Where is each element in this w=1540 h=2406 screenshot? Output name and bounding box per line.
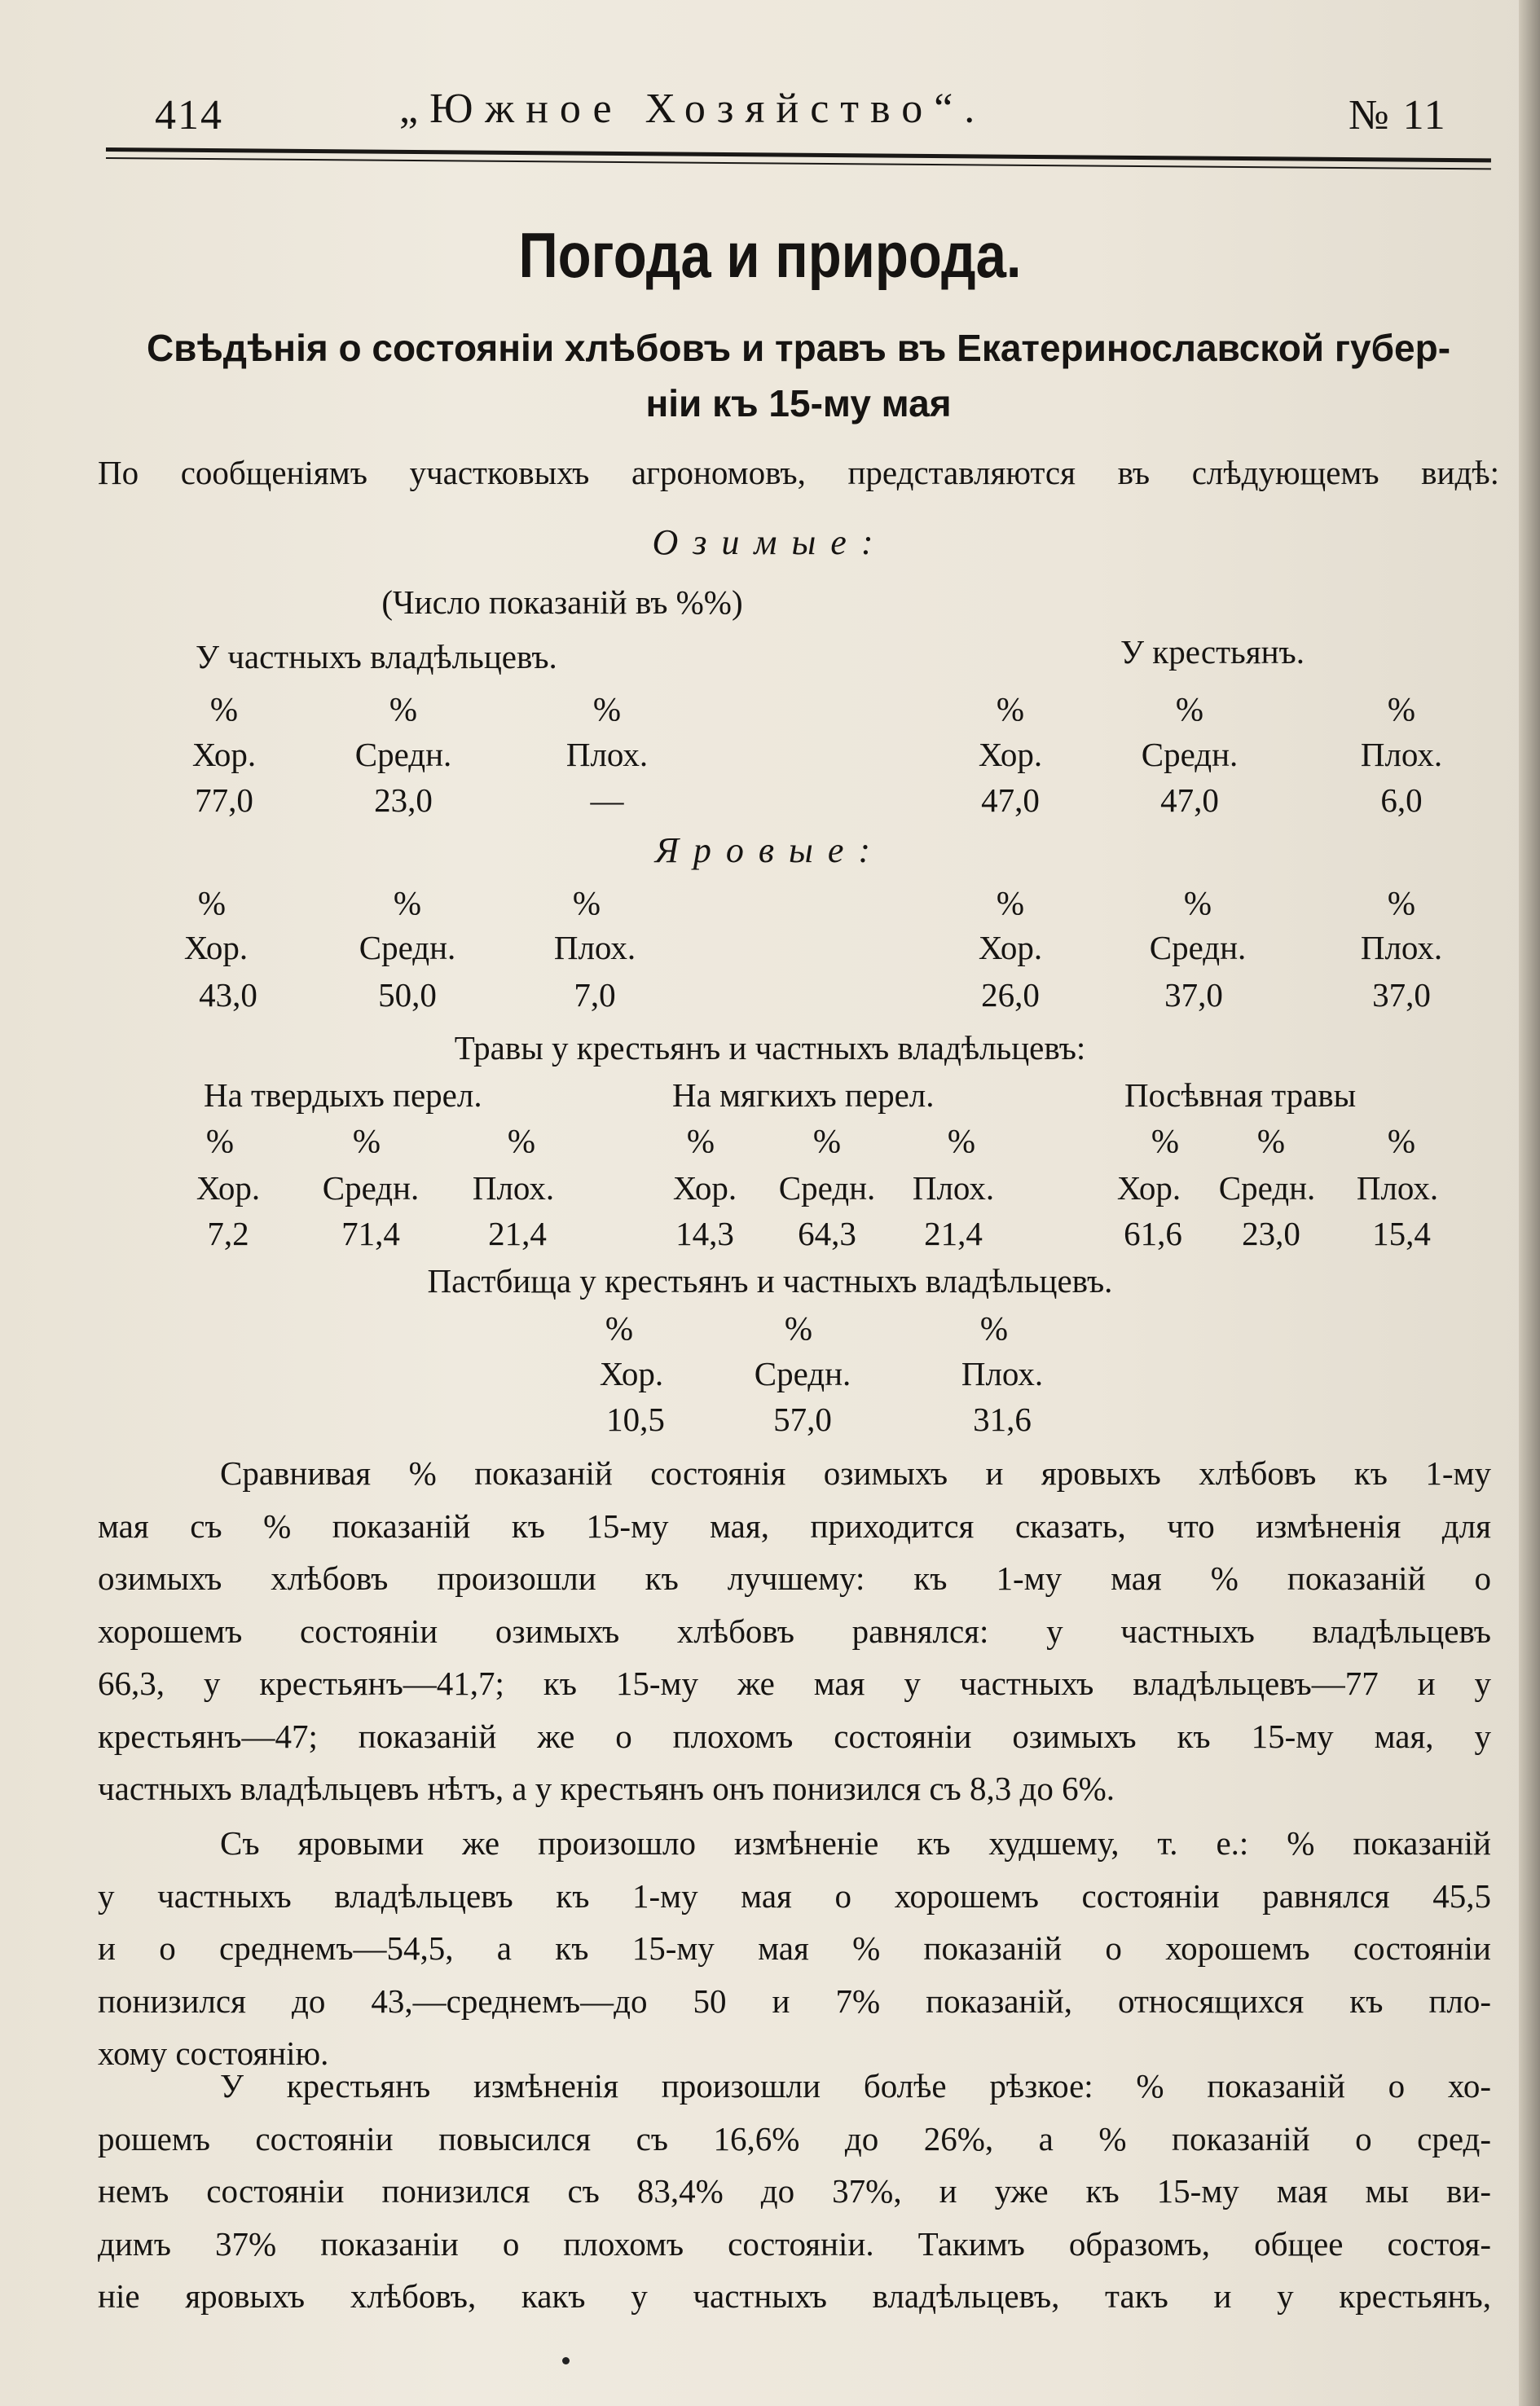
text-line: немъ состояніи понизился съ 83,4% до 37%, и уже къ 15-му мая мы ви- <box>98 2172 1491 2210</box>
page-title: Погода и природа. <box>518 219 1022 291</box>
spring-heading: Яровые: <box>655 830 885 870</box>
col-label-good: Хор. <box>196 1169 261 1207</box>
spring-peasant-good: 26,0 <box>981 976 1040 1014</box>
winter-private-bad: — <box>590 781 624 819</box>
col-label-good: Хор. <box>672 1169 737 1207</box>
pct-sign: % <box>1151 1122 1180 1159</box>
col-label-medium: Средн. <box>754 1355 851 1392</box>
pasture-bad: 31,6 <box>973 1401 1032 1438</box>
text-line: У крестьянъ измѣненія произошли болѣе рѣзкое: % показаній о хо- <box>220 2067 1491 2105</box>
grass-sown-bad: 15,4 <box>1372 1215 1431 1252</box>
grass-soft-medium: 64,3 <box>798 1215 856 1252</box>
pct-sign: % <box>812 1122 842 1159</box>
pct-sign: % <box>197 884 227 921</box>
text-line: хорошемъ состояніи озимыхъ хлѣбовъ равнялся: у частныхъ владѣльцевъ <box>98 1612 1491 1650</box>
pct-sign: % <box>996 884 1025 921</box>
col-label-medium: Средн. <box>354 736 452 773</box>
pasture-medium: 57,0 <box>773 1401 832 1438</box>
spring-private-good: 43,0 <box>199 976 257 1014</box>
col-label-medium: Средн. <box>1141 736 1239 773</box>
pct-sign: % <box>1183 884 1212 921</box>
col-label-bad: Плох. <box>553 929 636 966</box>
text-line: рошемъ состояніи повысился съ 16,6% до 26%, а % показаній о сред- <box>98 2119 1491 2157</box>
page-edge-shadow <box>1519 0 1540 2406</box>
text-line: и о среднемъ—54,5, а къ 15-му мая % показаній о хорошемъ состояніи <box>98 1929 1491 1967</box>
winter-peasant-good: 47,0 <box>981 781 1040 819</box>
text-line: у частныхъ владѣльцевъ къ 1-му мая о хорошемъ состояніи равнялся 45,5 <box>98 1876 1491 1915</box>
grass-hard-good: 7,2 <box>207 1215 249 1252</box>
subtitle-line-2: ніи къ 15-му мая <box>645 382 952 424</box>
col-label-bad: Плох. <box>472 1169 555 1207</box>
col-label-medium: Средн. <box>322 1169 420 1207</box>
text-line: Съ яровыми же произошло измѣненіе къ худшему, т. е.: % показаній <box>220 1824 1491 1862</box>
text-line: крестьянъ—47; показаній же о плохомъ состояніи озимыхъ къ 15-му мая, у <box>98 1717 1491 1755</box>
winter-peasant-label: У крестьянъ. <box>1120 633 1305 671</box>
pct-sign: % <box>947 1122 976 1159</box>
col-label-medium: Средн. <box>778 1169 876 1207</box>
pct-sign: % <box>605 1309 634 1347</box>
col-label-bad: Плох. <box>1356 1169 1439 1207</box>
ink-dot <box>562 2357 570 2364</box>
pct-sign: % <box>979 1309 1009 1347</box>
pct-sign: % <box>572 884 601 921</box>
col-label-medium: Средн. <box>359 929 456 966</box>
col-label-bad: Плох. <box>565 736 649 773</box>
grass-group-sown: Посѣвная травы <box>1124 1076 1357 1114</box>
pct-sign: % <box>1387 1122 1416 1159</box>
grass-soft-good: 14,3 <box>675 1215 734 1252</box>
text-line: понизился до 43,—среднемъ—до 50 и 7% показаній, относящихся къ пло- <box>98 1982 1491 2020</box>
journal-name: „Южное Хозяйство“. <box>399 86 987 132</box>
paragraph-3 <box>98 2060 1491 2323</box>
grass-hard-bad: 21,4 <box>488 1215 547 1252</box>
col-label-good: Хор. <box>183 929 249 966</box>
issue-number: № 11 <box>1349 92 1447 139</box>
col-label-good: Хор. <box>191 736 257 773</box>
intro-text: По сообщеніямъ участковыхъ агрономовъ, представляются въ слѣдующемъ видѣ: <box>98 454 1499 491</box>
winter-private-medium: 23,0 <box>374 781 433 819</box>
pct-sign: % <box>592 690 622 728</box>
pasture-heading: Пастбища у крестьянъ и частныхъ владѣльцевъ. <box>427 1262 1113 1300</box>
col-label-good: Хор. <box>1116 1169 1181 1207</box>
text-line: Сравнивая % показаній состоянія озимыхъ и яровыхъ хлѣбовъ къ 1-му <box>220 1454 1491 1492</box>
col-label-medium: Средн. <box>1149 929 1247 966</box>
winter-private-label: У частныхъ владѣльцевъ. <box>196 638 557 675</box>
text-line: хому состоянію. <box>98 2034 329 2072</box>
winter-peasant-bad: 6,0 <box>1380 781 1423 819</box>
spring-private-medium: 50,0 <box>378 976 437 1014</box>
pasture-good: 10,5 <box>606 1401 665 1438</box>
pct-sign: % <box>1256 1122 1286 1159</box>
winter-heading: Озимые: <box>652 522 888 562</box>
grass-group-hard: На твердыхъ перел. <box>204 1076 482 1114</box>
subtitle-line-1: Свѣдѣнія о состояніи хлѣбовъ и травъ въ Екатеринославской губер- <box>146 327 1451 369</box>
page-number: 414 <box>155 92 223 139</box>
spring-peasant-medium: 37,0 <box>1164 976 1223 1014</box>
spring-peasant-bad: 37,0 <box>1372 976 1431 1014</box>
winter-private-good: 77,0 <box>195 781 253 819</box>
pct-sign: % <box>393 884 422 921</box>
text-line: димъ 37% показаніи о плохомъ состояніи. Такимъ образомъ, общее состоя- <box>98 2224 1491 2263</box>
pct-sign: % <box>686 1122 715 1159</box>
text-line: ніе яровыхъ хлѣбовъ, какъ у частныхъ владѣльцевъ, такъ и у крестьянъ, <box>98 2277 1491 2315</box>
pct-sign: % <box>784 1309 813 1347</box>
col-label-medium: Средн. <box>1218 1169 1316 1207</box>
paragraph-1 <box>98 1447 1491 1815</box>
pct-sign: % <box>1387 690 1416 728</box>
winter-peasant-medium: 47,0 <box>1160 781 1219 819</box>
grass-sown-good: 61,6 <box>1124 1215 1182 1252</box>
winter-note: (Число показаній въ %%) <box>381 583 743 621</box>
pct-sign: % <box>996 690 1025 728</box>
spring-private-bad: 7,0 <box>574 976 616 1014</box>
text-line: 66,3, у крестьянъ—41,7; къ 15-му же мая у частныхъ владѣльцевъ—77 и у <box>98 1665 1491 1702</box>
grass-group-soft: На мягкихъ перел. <box>672 1076 935 1114</box>
grass-sown-medium: 23,0 <box>1242 1215 1300 1252</box>
pct-sign: % <box>209 690 239 728</box>
text-line: озимыхъ хлѣбовъ произошли къ лучшему: къ 1-му мая % показаній о <box>98 1559 1491 1597</box>
pct-sign: % <box>1175 690 1204 728</box>
pct-sign: % <box>507 1122 536 1159</box>
text-line: мая съ % показаній къ 15-му мая, приходится сказать, что измѣненія для <box>98 1506 1491 1545</box>
grass-hard-medium: 71,4 <box>341 1215 400 1252</box>
grass-soft-bad: 21,4 <box>924 1215 983 1252</box>
col-label-bad: Плох. <box>912 1169 995 1207</box>
pct-sign: % <box>352 1122 381 1159</box>
col-label-good: Хор. <box>978 929 1043 966</box>
col-label-good: Хор. <box>978 736 1043 773</box>
col-label-bad: Плох. <box>1360 736 1443 773</box>
pct-sign: % <box>1387 884 1416 921</box>
col-label-bad: Плох. <box>1360 929 1443 966</box>
grass-heading: Травы у крестьянъ и частныхъ владѣльцевъ: <box>454 1029 1086 1067</box>
col-label-good: Хор. <box>599 1355 664 1392</box>
pct-sign: % <box>205 1122 235 1159</box>
col-label-bad: Плох. <box>961 1355 1044 1392</box>
paragraph-2 <box>98 1817 1491 2080</box>
text-line: частныхъ владѣльцевъ нѣтъ, а у крестьянъ онъ понизился съ 8,3 до 6%. <box>98 1770 1115 1807</box>
pct-sign: % <box>389 690 418 728</box>
